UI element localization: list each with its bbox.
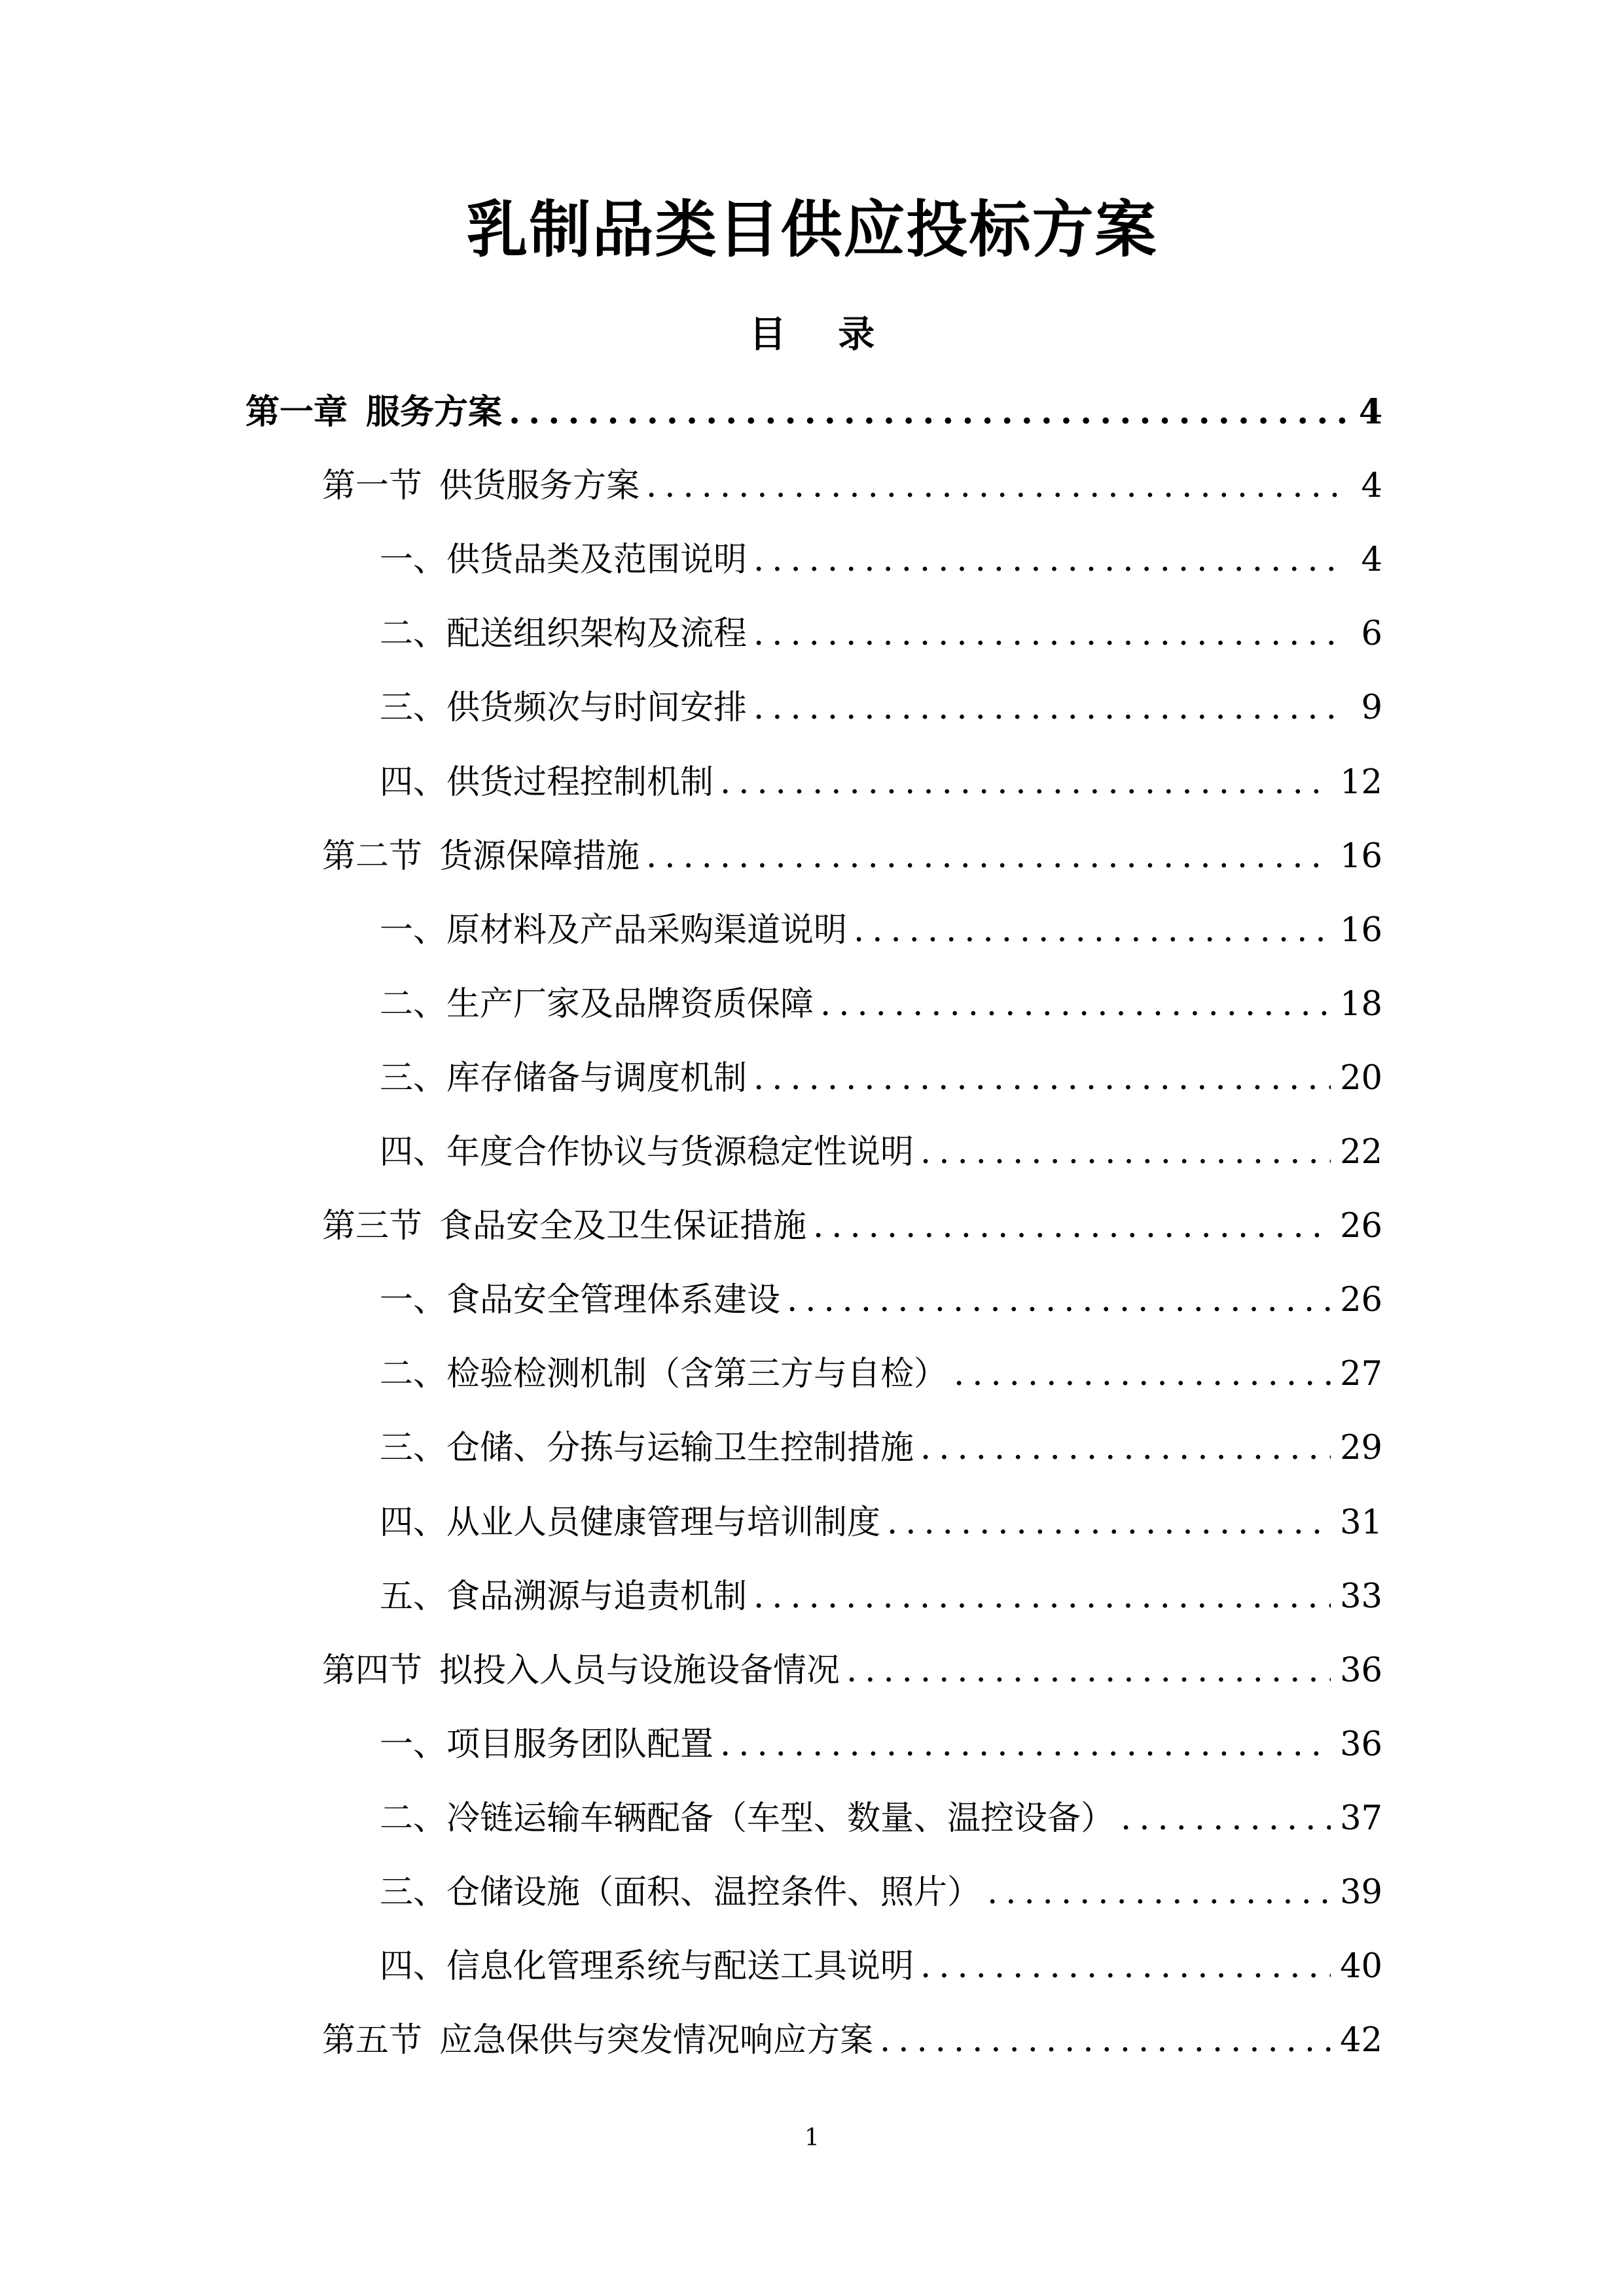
- dot-leader: [880, 2017, 1331, 2064]
- toc-entry[interactable]: [322, 833, 1382, 880]
- toc-entry[interactable]: [380, 611, 1382, 658]
- dot-leader: [987, 1869, 1331, 1916]
- dot-leader: [1121, 1795, 1331, 1842]
- toc-entry-page: 36: [1340, 1725, 1382, 1764]
- toc-entry[interactable]: [322, 1647, 1382, 1695]
- dot-leader: [720, 759, 1331, 806]
- toc-entry-number: 第四节: [322, 1651, 423, 1690]
- toc-entry-page: 40: [1340, 1947, 1382, 1986]
- toc-entry-number: 二、: [380, 1799, 447, 1838]
- toc-entry-title: 供货品类及范围说明: [446, 541, 748, 579]
- dot-leader: [854, 907, 1331, 954]
- toc-entry-title: 拟投入人员与设施设备情况: [439, 1651, 840, 1690]
- toc-entry-title: 食品安全及卫生保证措施: [439, 1207, 807, 1246]
- toc-entry-number: 一、: [380, 1725, 447, 1764]
- document-title: 乳制品类目供应投标方案: [466, 194, 1158, 266]
- dot-leader: [509, 389, 1347, 436]
- dot-leader: [846, 1647, 1331, 1695]
- toc-entry-number: 二、: [380, 615, 447, 653]
- toc-entry-title: 生产厂家及品牌资质保障: [446, 985, 814, 1024]
- dot-leader: [954, 1351, 1331, 1398]
- toc-entry-page: 4: [1358, 392, 1382, 432]
- toc-entry[interactable]: [380, 1869, 1382, 1916]
- dot-leader: [920, 1943, 1331, 1990]
- toc-entry-title: 项目服务团队配置: [446, 1725, 714, 1764]
- toc-entry-number: 二、: [380, 985, 447, 1024]
- toc-entry-title: 检验检测机制（含第三方与自检）: [446, 1355, 948, 1393]
- toc-entry[interactable]: [380, 1425, 1382, 1472]
- toc-entry-number: 三、: [380, 1429, 447, 1467]
- toc-entry-page: 27: [1340, 1355, 1382, 1393]
- toc-entry[interactable]: [380, 1721, 1382, 1768]
- toc-entry-number: 四、: [380, 1947, 447, 1986]
- dot-leader: [753, 1055, 1331, 1102]
- toc-entry-page: 4: [1361, 541, 1382, 579]
- toc-entry-number: 一、: [380, 541, 447, 579]
- toc-entry[interactable]: [322, 2017, 1382, 2064]
- toc-entry-number: 第五节: [322, 2021, 423, 2060]
- toc-entry-page: 16: [1340, 911, 1382, 950]
- toc-entry-number: 三、: [380, 1059, 447, 1098]
- toc-entry-number: 三、: [380, 1873, 447, 1912]
- page-number: 1: [804, 2125, 820, 2151]
- toc-entry[interactable]: [380, 981, 1382, 1028]
- toc-entry-title: 应急保供与突发情况响应方案: [439, 2021, 874, 2060]
- toc-entry-page: 9: [1361, 689, 1382, 727]
- toc-entry[interactable]: [380, 537, 1382, 584]
- dot-leader: [646, 463, 1347, 510]
- toc-entry-number: 一、: [380, 911, 447, 950]
- toc-entry-number: 第一章: [245, 392, 348, 432]
- toc-entry[interactable]: [322, 463, 1382, 510]
- dot-leader: [920, 1425, 1331, 1472]
- toc-entry-page: 22: [1340, 1133, 1382, 1172]
- dot-leader: [753, 611, 1347, 658]
- toc-entry-title: 库存储备与调度机制: [446, 1059, 748, 1098]
- toc-entry-title: 货源保障措施: [439, 837, 640, 876]
- toc-entry-number: 四、: [380, 763, 447, 802]
- toc-entry-number: 一、: [380, 1281, 447, 1319]
- toc-entry-number: 第二节: [322, 837, 423, 876]
- dot-leader: [646, 833, 1331, 880]
- toc-entry-title: 仓储设施（面积、温控条件、照片）: [446, 1873, 981, 1912]
- toc-entry-title: 食品安全管理体系建设: [446, 1281, 781, 1319]
- toc-entry-number: 三、: [380, 689, 447, 727]
- toc-entry-title: 服务方案: [366, 392, 503, 432]
- dot-leader: [887, 1499, 1331, 1547]
- toc-entry-page: 37: [1340, 1799, 1382, 1838]
- toc-entry-title: 年度合作协议与货源稳定性说明: [446, 1133, 914, 1172]
- dot-leader: [820, 981, 1331, 1028]
- toc-entry-page: 39: [1340, 1873, 1382, 1912]
- toc-entry-title: 供货频次与时间安排: [446, 689, 748, 727]
- toc-entry[interactable]: [380, 1277, 1382, 1324]
- toc-heading: 目 录: [749, 313, 895, 356]
- toc-entry-page: 6: [1361, 615, 1382, 653]
- toc-entry-page: 16: [1340, 837, 1382, 876]
- toc-entry-page: 29: [1340, 1429, 1382, 1467]
- dot-leader: [920, 1129, 1331, 1176]
- toc-entry-title: 食品溯源与追责机制: [446, 1577, 748, 1616]
- toc-entry-title: 冷链运输车辆配备（车型、数量、温控设备）: [446, 1799, 1115, 1838]
- toc-entry-page: 36: [1340, 1651, 1382, 1690]
- toc-entry-title: 信息化管理系统与配送工具说明: [446, 1947, 914, 1986]
- dot-leader: [787, 1277, 1331, 1324]
- toc-entry[interactable]: [380, 1129, 1382, 1176]
- toc-entry-number: 第三节: [322, 1207, 423, 1246]
- toc-entry-title: 仓储、分拣与运输卫生控制措施: [446, 1429, 914, 1467]
- toc-entry-page: 26: [1340, 1281, 1382, 1319]
- toc-entry-number: 二、: [380, 1355, 447, 1393]
- toc-entry-number: 第一节: [322, 467, 423, 505]
- toc-entry-page: 12: [1340, 763, 1382, 802]
- dot-leader: [753, 685, 1347, 732]
- dot-leader: [720, 1721, 1331, 1768]
- dot-leader: [813, 1203, 1331, 1250]
- toc-entry[interactable]: [380, 1795, 1382, 1842]
- toc-entry[interactable]: [322, 1203, 1382, 1250]
- toc-entry-page: 4: [1361, 467, 1382, 505]
- toc-entry-number: 四、: [380, 1503, 447, 1542]
- toc-entry-title: 供货过程控制机制: [446, 763, 714, 802]
- toc-entry[interactable]: [380, 1573, 1382, 1621]
- toc-entry-page: 26: [1340, 1207, 1382, 1246]
- toc-entry-page: 18: [1340, 985, 1382, 1024]
- toc-entry[interactable]: [380, 1055, 1382, 1102]
- toc-entry-page: 31: [1340, 1503, 1382, 1542]
- toc-entry[interactable]: [380, 1943, 1382, 1990]
- toc-entry-number: 四、: [380, 1133, 447, 1172]
- toc-entry[interactable]: [245, 389, 1382, 436]
- dot-leader: [753, 537, 1347, 584]
- toc-entry-page: 33: [1340, 1577, 1382, 1616]
- toc-entry-title: 原材料及产品采购渠道说明: [446, 911, 848, 950]
- toc-entry[interactable]: [380, 685, 1382, 732]
- toc-entry-number: 五、: [380, 1577, 447, 1616]
- dot-leader: [753, 1573, 1331, 1621]
- toc-entry[interactable]: [380, 759, 1382, 806]
- toc-entry[interactable]: [380, 907, 1382, 954]
- toc-entry-page: 42: [1340, 2021, 1382, 2060]
- toc-entry[interactable]: [380, 1351, 1382, 1398]
- toc-entry-title: 从业人员健康管理与培训制度: [446, 1503, 881, 1542]
- toc-entry[interactable]: [380, 1499, 1382, 1547]
- toc-entry-title: 配送组织架构及流程: [446, 615, 748, 653]
- toc-entry-page: 20: [1340, 1059, 1382, 1098]
- toc-entry-title: 供货服务方案: [439, 467, 640, 505]
